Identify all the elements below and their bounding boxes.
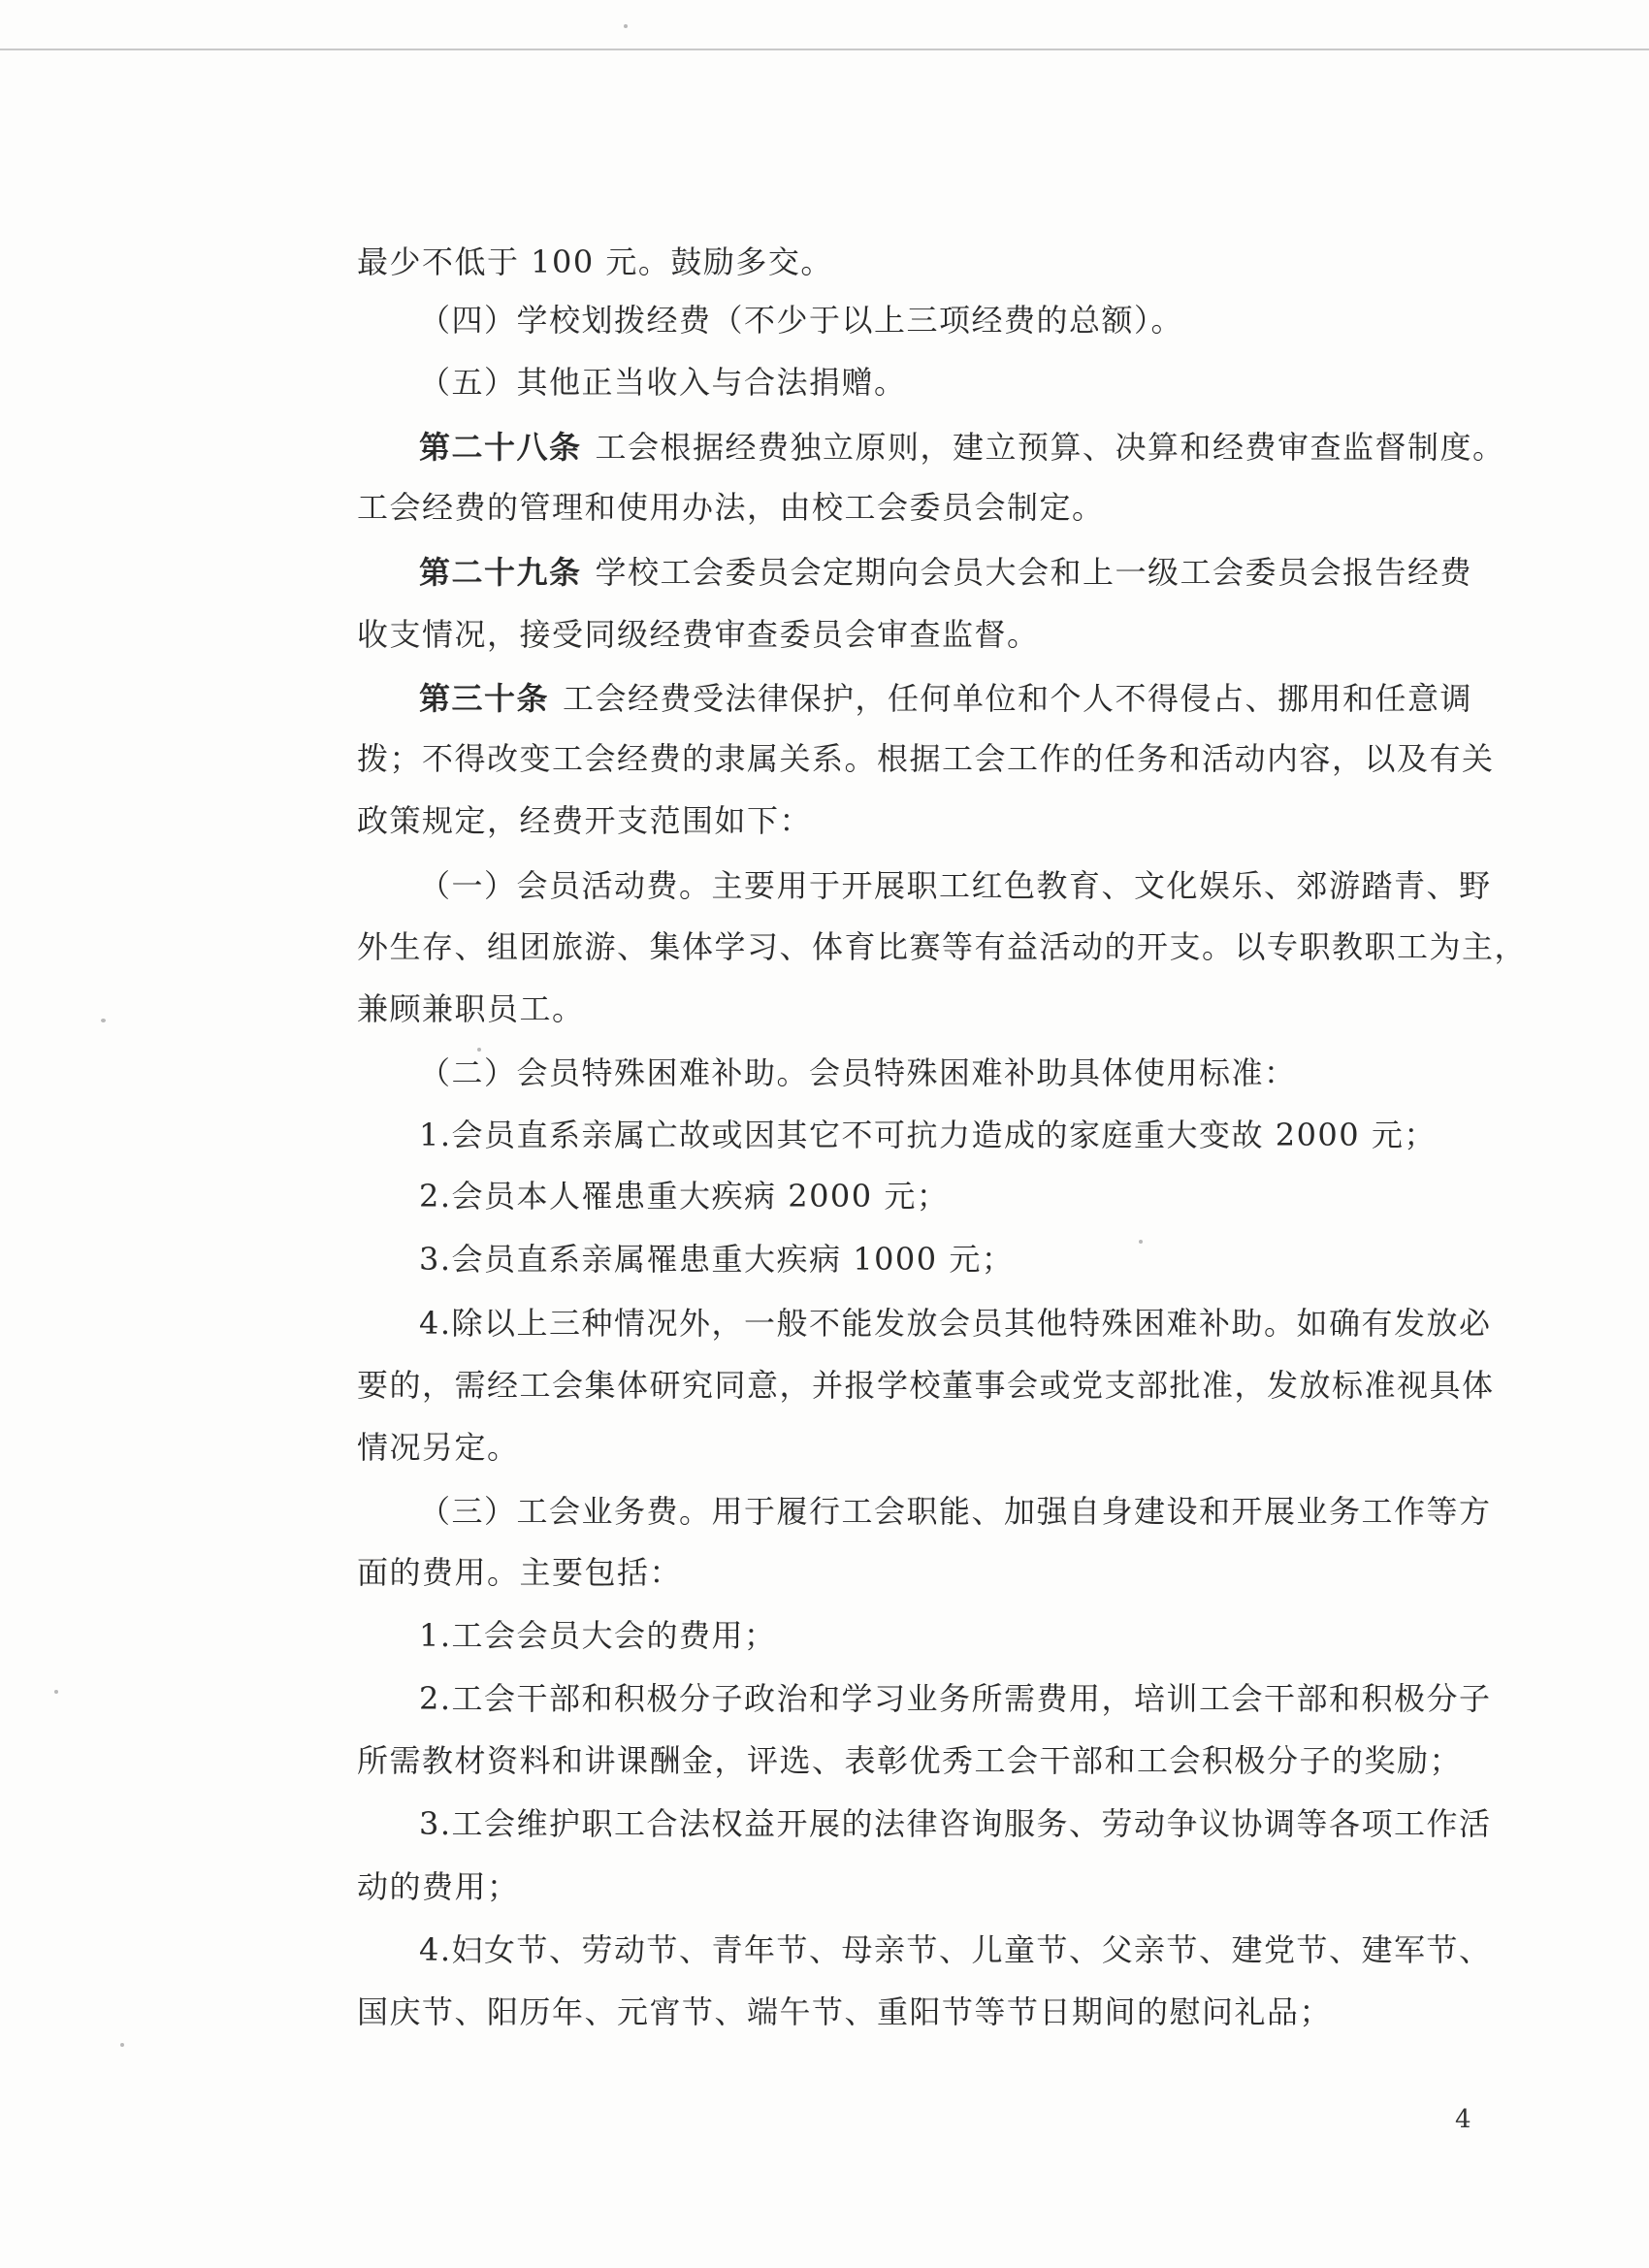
paragraph-11-line-2: 情况另定。 bbox=[357, 1429, 520, 1466]
paragraph-5-line-2: 政策规定，经费开支范围如下： bbox=[357, 802, 813, 839]
paragraph-4-line-0 bbox=[357, 555, 1544, 590]
paragraph-11-line-0: 4.除以上三种情况外，一般不能发放会员其他特殊困难补助。如确有发放必 bbox=[419, 1305, 1492, 1342]
page-number: 4 bbox=[1455, 2105, 1471, 2134]
paragraph-16-line-1: 国庆节、阳历年、元宵节、端午节、重阳节等节日期间的慰问礼品； bbox=[357, 1993, 1333, 2030]
scan-speck bbox=[54, 1690, 58, 1694]
article-30-text: 工会经费受法律保护，任何单位和个人不得侵占、挪用和任意调 bbox=[563, 680, 1473, 717]
paragraph-2-line-0: （五）其他正当收入与合法捐赠。 bbox=[419, 364, 907, 401]
paragraph-4-line-1: 收支情况，接受同级经费审查委员会审查监督。 bbox=[357, 616, 1040, 653]
paragraph-15-line-1: 动的费用； bbox=[357, 1868, 520, 1905]
paragraph-5-line-1: 拨；不得改变工会经费的隶属关系。根据工会工作的任务和活动内容，以及有关 bbox=[357, 740, 1495, 777]
paragraph-8-line-0: 1.会员直系亲属亡故或因其它不可抗力造成的家庭重大变故 2000 元； bbox=[419, 1117, 1437, 1153]
paragraph-3-line-0 bbox=[357, 430, 1544, 465]
paragraph-9-line-0: 2.会员本人罹患重大疾病 2000 元； bbox=[419, 1178, 950, 1215]
scan-speck bbox=[101, 1019, 106, 1022]
article-29-heading: 第二十九条 bbox=[419, 554, 582, 591]
paragraph-12-line-0: （三）工会业务费。用于履行工会职能、加强自身建设和开展业务工作等方 bbox=[419, 1493, 1492, 1530]
article-29-text: 学校工会委员会定期向会员大会和上一级工会委员会报告经费 bbox=[595, 554, 1473, 591]
article-28-heading: 第二十八条 bbox=[419, 429, 582, 466]
article-30-heading: 第三十条 bbox=[419, 680, 550, 717]
paragraph-1-line-0: （四）学校划拨经费（不少于以上三项经费的总额）。 bbox=[419, 302, 1184, 339]
paragraph-6-line-0: （一）会员活动费。主要用于开展职工红色教育、文化娱乐、郊游踏青、野 bbox=[419, 867, 1492, 904]
scan-speck bbox=[477, 1048, 481, 1052]
paragraph-6-line-1: 外生存、组团旅游、集体学习、体育比赛等有益活动的开支。以专职教职工为主， bbox=[357, 928, 1528, 965]
scan-top-rule bbox=[0, 49, 1649, 50]
scan-speck bbox=[120, 2043, 124, 2047]
paragraph-15-line-0: 3.工会维护职工合法权益开展的法律咨询服务、劳动争议协调等各项工作活 bbox=[419, 1805, 1492, 1842]
paragraph-14-line-1: 所需教材资料和讲课酬金，评选、表彰优秀工会干部和工会积极分子的奖励； bbox=[357, 1742, 1463, 1779]
paragraph-3-line-1: 工会经费的管理和使用办法，由校工会委员会制定。 bbox=[357, 489, 1105, 526]
paragraph-11-line-1: 要的，需经工会集体研究同意，并报学校董事会或党支部批准，发放标准视具体 bbox=[357, 1367, 1495, 1404]
paragraph-0-line-0: 最少不低于 100 元。鼓励多交。 bbox=[357, 243, 833, 280]
scan-speck bbox=[1139, 1240, 1143, 1244]
paragraph-13-line-0: 1.工会会员大会的费用； bbox=[419, 1617, 777, 1654]
paragraph-5-line-0 bbox=[357, 681, 1544, 716]
paragraph-6-line-2: 兼顾兼职员工。 bbox=[357, 990, 585, 1027]
paragraph-7-line-0: （二）会员特殊困难补助。会员特殊困难补助具体使用标准： bbox=[419, 1054, 1297, 1091]
scan-speck bbox=[624, 24, 628, 28]
paragraph-14-line-0: 2.工会干部和积极分子政治和学习业务所需费用，培训工会干部和积极分子 bbox=[419, 1680, 1492, 1717]
paragraph-16-line-0: 4.妇女节、劳动节、青年节、母亲节、儿童节、父亲节、建党节、建军节、 bbox=[419, 1931, 1492, 1968]
paragraph-12-line-1: 面的费用。主要包括： bbox=[357, 1554, 683, 1591]
paragraph-10-line-0: 3.会员直系亲属罹患重大疾病 1000 元； bbox=[419, 1241, 1015, 1278]
article-28-text: 工会根据经费独立原则，建立预算、决算和经费审查监督制度。 bbox=[595, 429, 1505, 466]
